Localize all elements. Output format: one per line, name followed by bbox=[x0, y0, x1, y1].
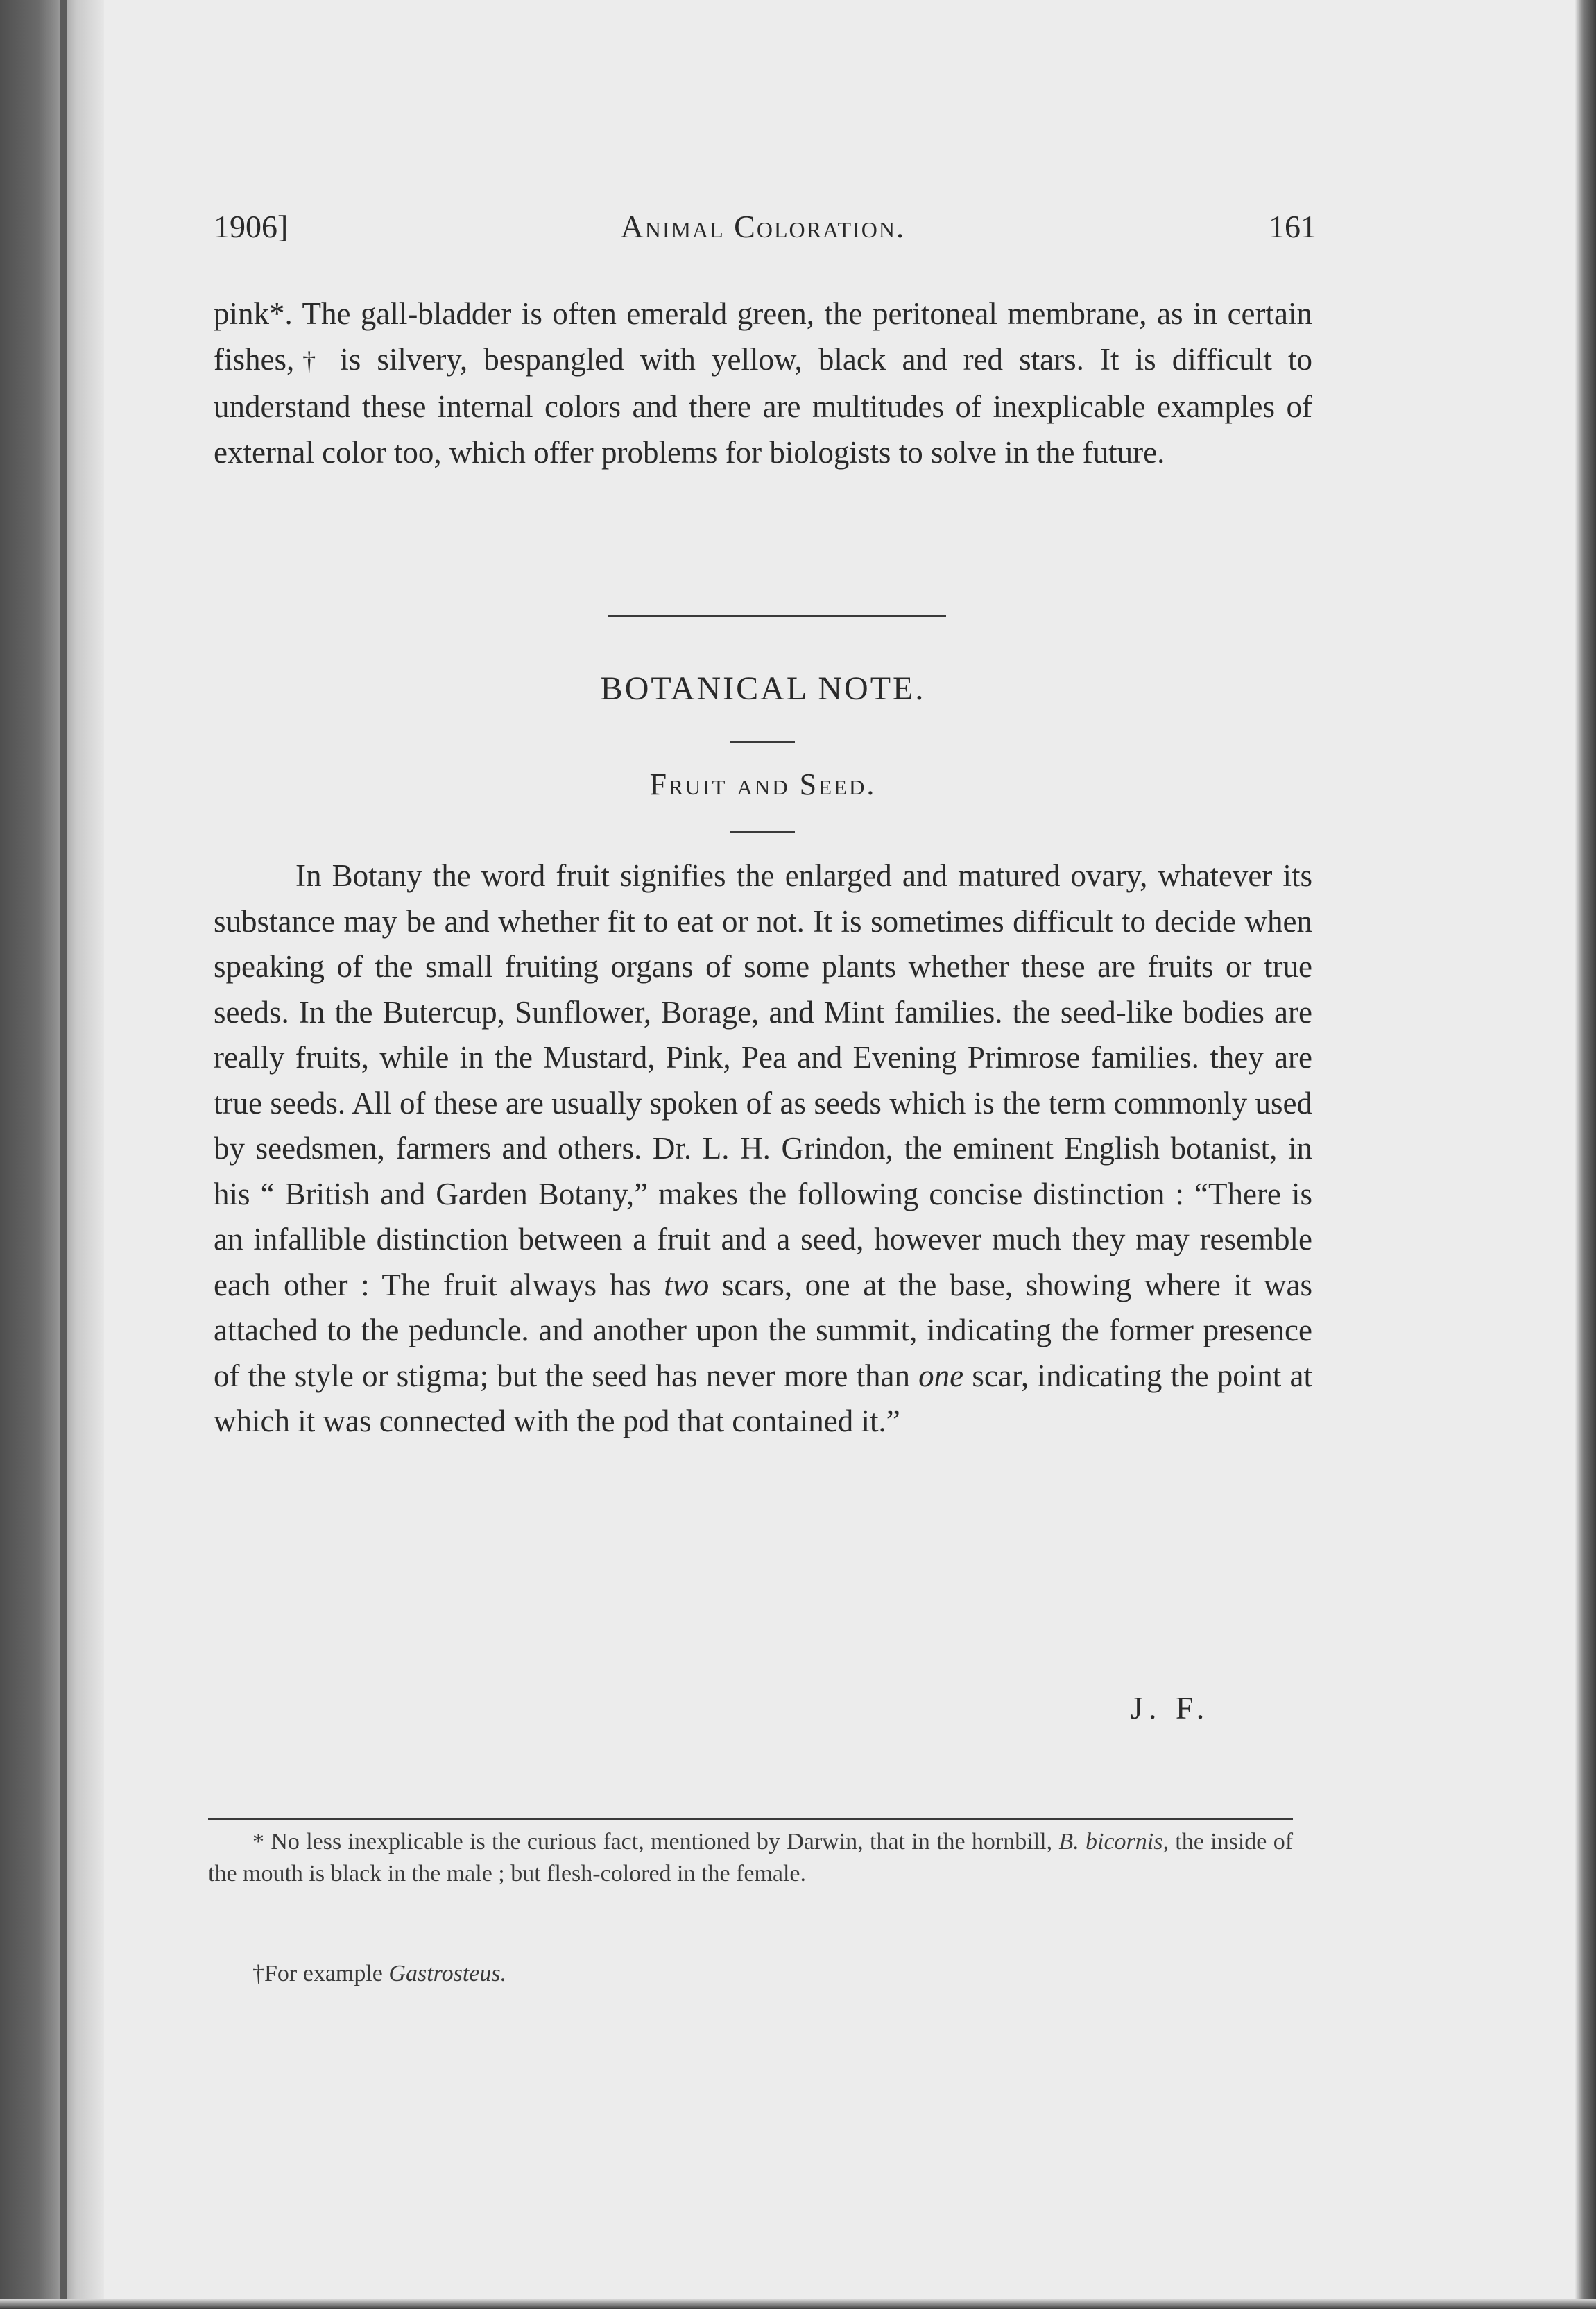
section-title: BOTANICAL NOTE. bbox=[600, 670, 926, 707]
scan-binding-shadow bbox=[0, 0, 104, 2309]
footnote-text: For example bbox=[264, 1961, 389, 1986]
paragraph-text: scar, indicating the point at which it was connected with the pod that contained it.” bbox=[214, 1358, 1312, 1438]
footnote-2 bbox=[252, 1958, 1085, 1990]
running-head-title: Animal Coloration. bbox=[620, 209, 906, 244]
main-paragraph bbox=[214, 853, 1312, 1445]
paragraph-text: scars, one at the base, showing where it was attached to the peduncle. and another upon the summit, indicating the former presence of the style or stigma; but the seed has never more than bbox=[214, 1267, 1312, 1393]
footnote-italic: B. bicornis, bbox=[1058, 1829, 1169, 1855]
subtitle-rule bbox=[730, 831, 795, 833]
author-initials: J. F. bbox=[1131, 1690, 1210, 1726]
italic-word: one bbox=[918, 1358, 964, 1393]
running-head bbox=[208, 208, 1318, 250]
paragraph-text: pink*. The gall-bladder is often emerald green, the peritoneal membrane, as in certain fishes, bbox=[214, 296, 1312, 377]
footnote-1 bbox=[208, 1826, 1293, 1890]
page-number: 161 bbox=[1269, 209, 1316, 244]
scan-right-edge bbox=[1575, 0, 1596, 2309]
book-page bbox=[208, 0, 1318, 2309]
footnote-rule bbox=[208, 1818, 1293, 1820]
scan-binding-edge bbox=[60, 0, 67, 2309]
section-divider bbox=[608, 615, 946, 617]
footnote-mark: * bbox=[252, 1829, 264, 1855]
footnote-italic: Gastrosteus. bbox=[388, 1961, 507, 1986]
footnote-text: No less inexplicable is the curious fact, mentioned by Darwin, that in the hornbill, bbox=[264, 1829, 1059, 1855]
dagger-footnote-mark: † bbox=[294, 346, 325, 376]
italic-word: two bbox=[664, 1267, 710, 1302]
paragraph-text: In Botany the word fruit signifies the enlarged and matured ovary, whatever its substance may be and whether fit to eat or not. It is sometimes difficult to decide when speaking of the small fruiting organs of some plants whether these are fruits or true seeds. In the Butercup, Sunflower, Borage, and Mint families. the seed-like bodies are really fruits, while in the Mustard, Pink, Pea and Evening Primrose families. they are true seeds. All of these are usually spoken of as seeds which is the term commonly used by seedsmen, farmers and others. Dr. L. H. Grindon, the eminent English botanist, in his “ British and Garden Botany,” makes the following concise distinction : “There is an infallible distinction between a fruit and a seed, however much they may resemble each other : The fruit always has bbox=[214, 858, 1312, 1302]
footnote-text: the inside of the mouth is black in the male ; but flesh-colored in the female. bbox=[208, 1829, 1294, 1886]
title-rule bbox=[730, 741, 795, 743]
footnote-mark: † bbox=[252, 1961, 264, 1986]
section-subtitle: Fruit and Seed. bbox=[649, 767, 877, 801]
running-head-year: 1906] bbox=[214, 209, 289, 244]
paragraph-text: is silvery, bespangled with yellow, black and red stars. It is difficult to understand these internal colors and there are multitudes of inexplicable examples of external color too, which offer problems for biologists to solve in the future. bbox=[214, 341, 1313, 470]
continued-paragraph bbox=[214, 291, 1312, 475]
